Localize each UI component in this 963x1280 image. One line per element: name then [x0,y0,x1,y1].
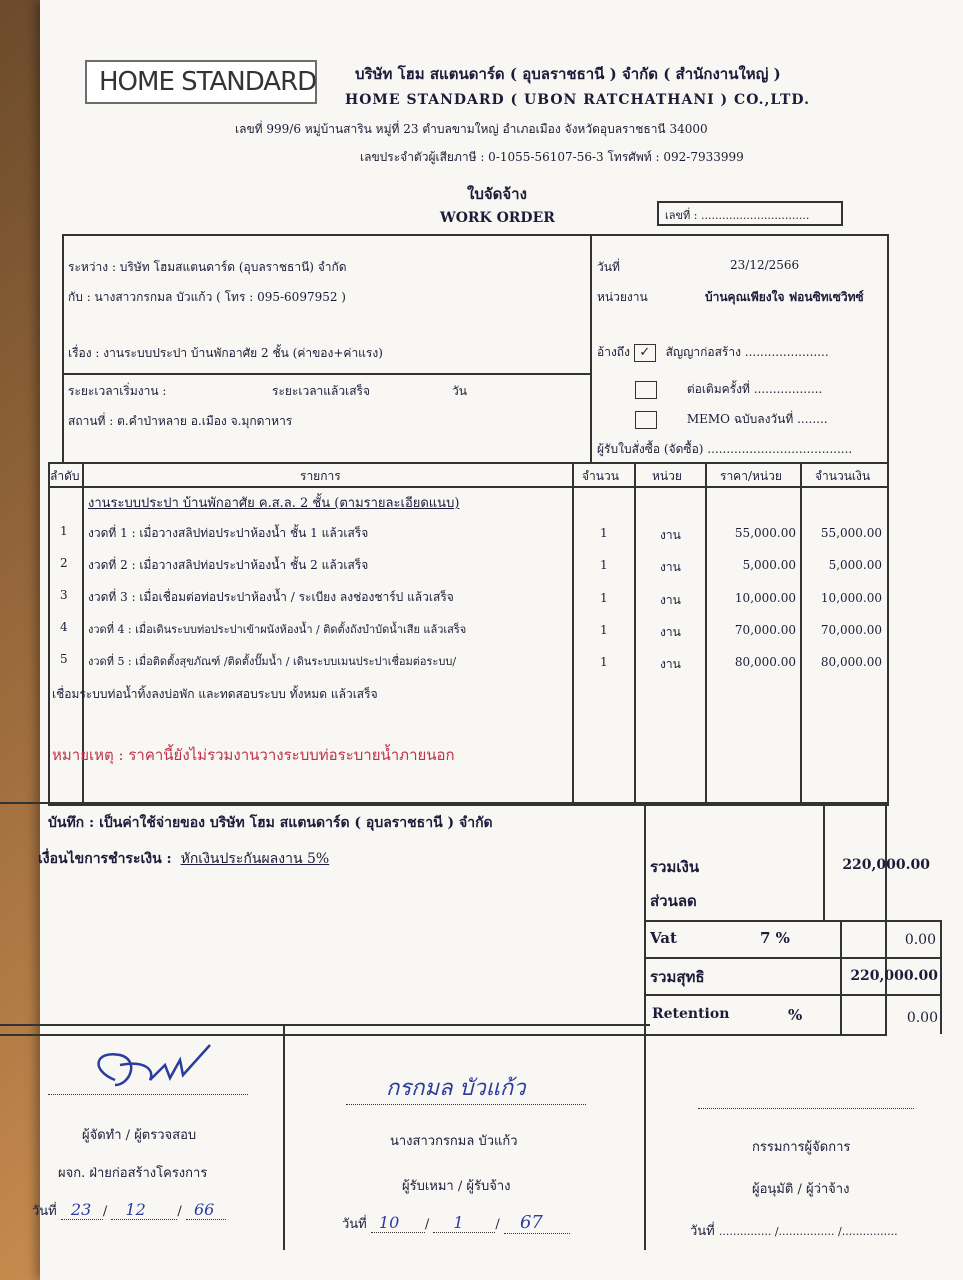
sig-1-position: ผจก. ฝ่ายก่อสร้างโครงการ [58,1166,208,1181]
unit-value: บ้านคุณเพียงใจ ฟอนซิทเซวิทซ์ [705,290,864,304]
sig-3-date-blank: ............... /................ /................ [718,1225,898,1238]
totals-col-divider-2 [840,920,842,1034]
logo-text: HOME STANDARD [99,67,317,97]
footer-vertical-divider [644,802,646,1034]
row-5-continuation: เชื่อมระบบท่อน้ำทิ้งลงบ่อพัก และทดสอบระบบ ทั้งหมด แล้วเสร็จ [52,687,378,701]
row-unit: งาน [660,560,681,574]
sig-2-role: ผู้รับเหมา / ผู้รับจ้าง [402,1179,511,1194]
row-no: 5 [60,652,68,666]
col-divider-3 [634,462,636,804]
extension-row [635,380,822,399]
row-price: 55,000.00 [734,526,796,540]
sig-1-date-label: วันที่ [32,1204,57,1219]
row-no: 4 [60,620,68,634]
contractor-party: กับ : นางสาวกรกมล บัวแก้ว ( โทร : 095-6097952 ) [68,290,346,304]
signature-1-graphic [85,1030,225,1100]
site-location: สถานที่ : ต.คำป่าหลาย อ.เมือง จ.มุกดาหาร [68,414,293,428]
contract-checkbox[interactable]: ✓ [634,344,656,362]
row-amount: 70,000.00 [820,623,882,637]
row-price: 5,000.00 [742,558,796,572]
reference-row [597,343,829,362]
sig-2-day: 10 [378,1213,400,1232]
row-unit: งาน [660,593,681,607]
date-value: 23/12/2566 [730,258,800,272]
row-price: 80,000.00 [734,655,796,669]
doc-title-th: ใบจัดจ้าง [467,185,527,203]
retention-pct: % [788,1006,803,1024]
vat-value: 0.00 [904,932,936,948]
totals-col-divider [823,802,825,920]
row-amount: 80,000.00 [820,655,882,669]
row-desc: งวดที่ 5 : เมื่อติดตั้งสุขภัณฑ์ /ติดตั้งปั๊มน้ำ / เดินระบบเมนประปาเชื่อมต่อระบบ/ [88,655,457,668]
sig-2-date-label: วันที่ [342,1217,367,1232]
sig-1-role: ผู้จัดทำ / ผู้ตรวจสอบ [82,1128,197,1143]
sig-2-name: นางสาวกรกมล บัวแก้ว [390,1134,518,1149]
sig-2-line [346,1104,586,1105]
row-amount: 55,000.00 [820,526,882,540]
doc-title-en: WORK ORDER [440,210,555,226]
sig-1-month: 12 [125,1200,146,1219]
row-qty: 1 [600,623,608,637]
vat-rate: 7 % [760,929,790,947]
discount-label: ส่วนลด [650,892,697,910]
row-price: 10,000.00 [734,591,796,605]
sig-divider-1 [283,1024,285,1250]
payment-value: หักเงินประกันผลงาน 5% [180,851,330,867]
extension-ref: ต่อเติมครั้งที่ .................. [686,382,823,396]
doc-number-box: เลขที่ : ............................... [657,201,843,226]
totals-line-2 [644,957,942,959]
company-name-th: บริษัท โฮม สแตนดาร์ด ( อุบลราชธานี ) จำกัด ( สำนักงานใหญ่ ) [355,65,781,83]
info-divider-horizontal [62,373,592,375]
row-price: 70,000.00 [734,623,796,637]
sig-3-line [698,1108,914,1109]
payment-label: เงื่อนไขการชำระเงิน : [38,851,172,867]
sig-3-role: กรรมการผู้จัดการ [752,1140,851,1155]
retention-label: Retention [652,1006,730,1022]
company-name-en: HOME STANDARD ( UBON RATCHATHANI ) CO.,LTD. [345,92,810,108]
row-unit: งาน [660,625,681,639]
totals-line-3 [644,994,942,996]
row-amount: 5,000.00 [828,558,882,572]
row-no: 3 [60,588,68,602]
buyer-line: ผู้รับใบสั่งซื้อ (จัดซื้อ) ...................................... [597,442,853,456]
header-no: ลำดับ [50,469,80,483]
retention-value: 0.00 [906,1010,938,1026]
row-amount: 10,000.00 [820,591,882,605]
sig-2-year: 67 [519,1212,543,1233]
payment-terms [38,848,329,870]
sig-1-date: วันที่ 23 / 12 / 66 [32,1200,226,1221]
sig-1-day: 23 [70,1200,92,1219]
company-logo [85,60,317,104]
row-qty: 1 [600,558,608,572]
row-unit: งาน [660,528,681,542]
section-title: งานระบบประปา บ้านพักอาศัย ค.ส.ล. 2 ชั้น (ตามรายละเอียดแนบ) [88,496,460,511]
unit-label: หน่วยงาน [597,290,648,304]
row-desc: งวดที่ 4 : เมื่อเดินระบบท่อประปาเข้าผนังห้องน้ำ / ติดตั้งถังบำบัดน้ำเสีย แล้วเสร็จ [88,623,467,636]
header-amount: จำนวนเงิน [815,469,871,483]
vat-label: Vat [650,929,677,947]
row-unit: งาน [660,657,681,671]
footer-note: บันทึก : เป็นค่าใช้จ่ายของ บริษัท โฮม สแตนดาร์ด ( อุบลราชธานี ) จำกัด [48,815,493,831]
row-no: 2 [60,556,68,570]
between-party: ระหว่าง : บริษัท โฮมสแตนดาร์ด (อุบลราชธานี) จำกัด [68,260,347,274]
remark: หมายเหตุ : ราคานี้ยังไม่รวมงานวางระบบท่อระบายน้ำภายนอก [52,746,455,764]
header-unit: หน่วย [652,469,682,483]
sig-2-date: วันที่ 10 / 1 / 67 [342,1212,570,1234]
memo-row [635,410,828,429]
footer-box [0,802,887,1036]
row-desc: งวดที่ 2 : เมื่อวางสลิปท่อประปาห้องน้ำ ชั้น 2 แล้วเสร็จ [88,558,369,572]
table-header-line [48,486,887,488]
signature-2-handwritten: กรกมล บัวแก้ว [386,1076,526,1101]
sig-top-line [0,1024,650,1026]
row-desc: งวดที่ 3 : เมื่อเชื่อมต่อท่อประปาห้องน้ำ / ระเบียง ลงช่องชาร์ป แล้วเสร็จ [88,590,454,604]
row-desc: งวดที่ 1 : เมื่อวางสลิปท่อประปาห้องน้ำ ชั้น 1 แล้วเสร็จ [88,526,369,540]
sig-3-position: ผู้อนุมัติ / ผู้ว่าจ้าง [752,1182,850,1197]
totals-right-edge [940,920,942,1034]
header-description: รายการ [300,469,341,483]
contract-ref: สัญญาก่อสร้าง ...................... [665,345,829,359]
date-label: วันที่ [597,260,620,274]
row-qty: 1 [600,526,608,540]
row-qty: 1 [600,655,608,669]
col-divider-2 [572,462,574,804]
sig-3-date [690,1220,898,1241]
total-label: รวมเงิน [650,858,700,876]
sig-divider-2 [644,1032,646,1250]
totals-line-1 [644,920,942,922]
subject: เรื่อง : งานระบบประปา บ้านพักอาศัย 2 ชั้น (ค่าของ+ค่าแรง) [68,346,383,360]
row-qty: 1 [600,591,608,605]
duration-start: ระยะเวลาเริ่มงาน : [68,384,167,398]
extension-checkbox[interactable] [635,381,657,399]
net-label: รวมสุทธิ [650,968,705,986]
info-divider-vertical [590,234,592,462]
memo-checkbox[interactable] [635,411,657,429]
duration-days: วัน [452,384,467,398]
reference-label: อ้างถึง [597,345,630,359]
sig-1-line [48,1094,248,1095]
row-no: 1 [60,524,68,538]
sig-3-date-label: วันที่ [690,1224,715,1239]
total-value: 220,000.00 [842,857,930,873]
header-qty: จำนวน [582,469,619,483]
memo-ref: MEMO ฉบับลงวันที่ ........ [686,412,828,426]
company-address: เลขที่ 999/6 หมู่บ้านสาริน หมู่ที่ 23 ตำบลขามใหญ่ อำเภอเมือง จังหวัดอุบลราชธานี 34000 [235,122,708,136]
header-unit-price: ราคา/หน่วย [720,469,782,483]
sig-2-month: 1 [453,1213,464,1232]
company-tax-phone: เลขประจำตัวผู้เสียภาษี : 0-1055-56107-56-3 โทรศัพท์ : 092-7933999 [360,150,744,164]
sig-1-year: 66 [193,1200,215,1219]
duration-end: ระยะเวลาแล้วเสร็จ [272,384,371,398]
net-value: 220,000.00 [850,968,938,984]
